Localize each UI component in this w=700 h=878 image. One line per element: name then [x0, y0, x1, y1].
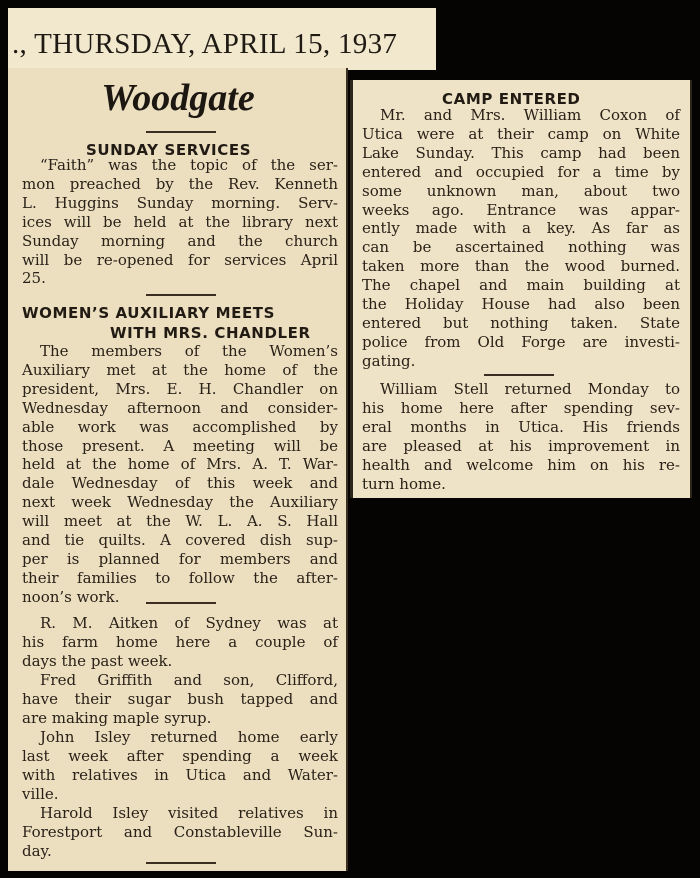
text-line: ices will be held at the library next	[22, 212, 338, 231]
text-line: some unknown man, about two	[362, 181, 680, 200]
text-line: Wednesday afternoon and consider-	[22, 398, 338, 417]
dateline: ., THURSDAY, APRIL 15, 1937	[12, 28, 398, 60]
harold-isley-article	[22, 804, 338, 861]
text-line: Fred Griffith and son, Clifford,	[40, 671, 338, 689]
article-rule	[146, 862, 216, 864]
aitken-article	[22, 614, 338, 671]
text-line: R. M. Aitken of Sydney was at	[40, 614, 338, 632]
text-line: held at the home of Mrs. A. T. War-	[22, 455, 338, 474]
text-line: entered but nothing taken. State	[362, 313, 680, 332]
text-line: noon’s work.	[22, 587, 120, 606]
text-line: the Holiday House had also been	[362, 295, 680, 314]
text-line: health and welcome him on his re-	[362, 455, 680, 474]
auxiliary-heading-line-2: WITH MRS. CHANDLER	[110, 324, 311, 342]
text-line: William Stell returned Monday to	[380, 380, 680, 398]
text-line: Utica were at their camp on White	[362, 124, 680, 143]
text-line: their families to follow the after-	[22, 568, 338, 587]
text-line: dale Wednesday of this week and	[22, 474, 338, 493]
column-rule-right	[690, 80, 692, 498]
article-rule	[146, 602, 216, 604]
text-line: police from Old Forge are investi-	[362, 332, 680, 351]
text-line: his farm home here a couple of	[22, 632, 338, 651]
text-line: Lake Sunday. This camp had been	[362, 143, 680, 162]
masthead: Woodgate	[101, 77, 255, 119]
sunday-services-article	[22, 156, 338, 288]
text-line: and tie quilts. A covered dish sup-	[22, 531, 338, 550]
text-line: his home here after spending sev-	[362, 398, 680, 417]
camp-entered-heading: CAMP ENTERED	[442, 90, 581, 108]
text-line: mon preached by the Rev. Kenneth	[22, 174, 338, 193]
text-line: those present. A meeting will be	[22, 436, 338, 455]
text-line: gating.	[362, 351, 416, 370]
text-line: next week Wednesday the Auxiliary	[22, 493, 338, 512]
left-column	[8, 68, 348, 871]
text-line: day.	[22, 841, 52, 860]
text-line: able work was accomplished by	[22, 417, 338, 436]
text-line: last week after spending a week	[22, 746, 338, 765]
text-line: weeks ago. Entrance was appar-	[362, 200, 680, 219]
text-line: are making maple syrup.	[22, 708, 212, 727]
text-line: Sunday morning and the church	[22, 231, 338, 250]
text-line: “Faith” was the topic of the ser-	[40, 156, 338, 174]
auxiliary-article	[22, 342, 338, 607]
text-line: The chapel and main building at	[362, 276, 680, 295]
article-rule	[146, 294, 216, 296]
text-line: Auxiliary met at the home of the	[22, 360, 338, 379]
dateline-strip	[8, 8, 436, 70]
text-line: Forestport and Constableville Sun-	[22, 822, 338, 841]
text-line: will meet at the W. L. A. S. Hall	[22, 512, 338, 531]
sunday-services-heading: SUNDAY SERVICES	[86, 141, 252, 159]
text-line: with relatives in Utica and Water-	[22, 765, 338, 784]
text-line: Mr. and Mrs. William Coxon of	[380, 106, 680, 124]
text-line: per is planned for members and	[22, 549, 338, 568]
text-line: are pleased at his improvement in	[362, 436, 680, 455]
text-line: president, Mrs. E. H. Chandler on	[22, 379, 338, 398]
text-line: turn home.	[362, 474, 446, 493]
text-line: can be ascertained nothing was	[362, 238, 680, 257]
stell-article	[362, 380, 680, 493]
john-isley-article	[22, 728, 338, 804]
masthead-rule	[146, 131, 216, 133]
text-line: Harold Isley visited relatives in	[40, 804, 338, 822]
text-line: John Isley returned home early	[40, 728, 338, 746]
text-line: taken more than the wood burned.	[362, 257, 680, 276]
text-line: ville.	[22, 784, 59, 803]
text-line: 25.	[22, 269, 46, 288]
text-line: The members of the Women’s	[40, 342, 338, 360]
text-line: days the past week.	[22, 651, 173, 670]
griffith-article	[22, 671, 338, 728]
camp-entered-article	[362, 106, 680, 371]
right-column	[350, 80, 692, 498]
text-line: L. Huggins Sunday morning. Serv-	[22, 193, 338, 212]
text-line: will be re-opened for services April	[22, 250, 338, 269]
text-line: entered and occupied for a time by	[362, 162, 680, 181]
auxiliary-heading-line-1: WOMEN’S AUXILIARY MEETS	[22, 304, 276, 322]
text-line: eral months in Utica. His friends	[362, 417, 680, 436]
text-line: have their sugar bush tapped and	[22, 689, 338, 708]
article-rule	[484, 374, 554, 376]
text-line: ently made with a key. As far as	[362, 219, 680, 238]
column-rule-left	[350, 80, 353, 498]
